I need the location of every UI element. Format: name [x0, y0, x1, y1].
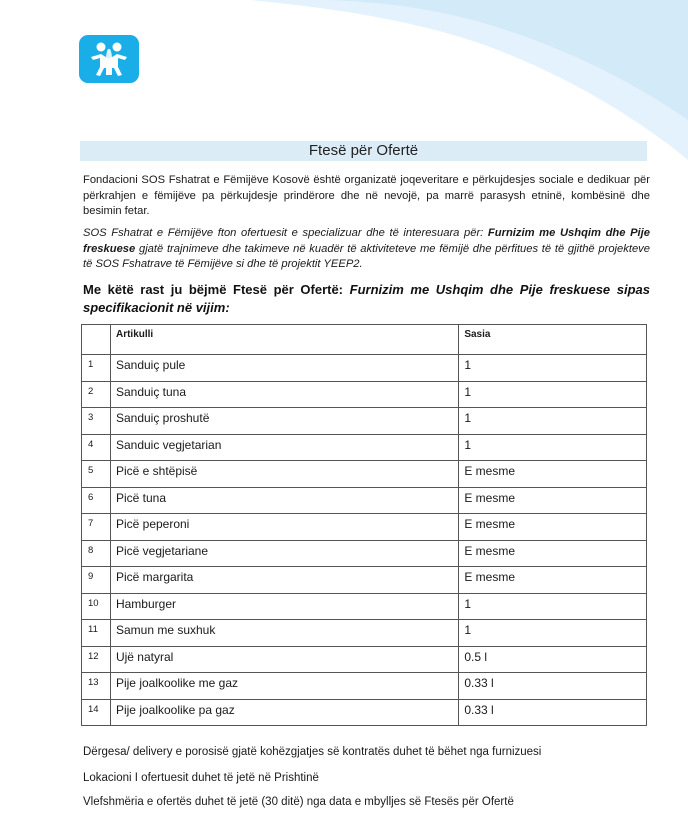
row-number-cell: 8: [82, 540, 111, 567]
table-row: [82, 487, 647, 514]
table-row: [82, 646, 647, 673]
table-row: [82, 434, 647, 461]
row-number-cell: 10: [82, 593, 111, 620]
item-name-cell: Sanduic vegjetarian: [110, 434, 458, 461]
invitation-text-end: gjatë trajnimeve dhe takimeve në kuadër të aktiviteteve me fëmijë dhe përfitues të të gjithë projekteve të SOS Fshatrave të Fëmijëve si dhe të projektit YEEP2.: [83, 242, 650, 270]
item-name-cell: Picë tuna: [110, 487, 458, 514]
table-row: [82, 461, 647, 488]
invitation-paragraph: [83, 226, 650, 273]
validity-note: Vlefshmëria e ofertës duhet të jetë (30 ditë) nga data e mbylljes së Ftesës për Ofertë: [83, 796, 514, 808]
organization-description: Fondacioni SOS Fshatrat e Fëmijëve Kosovë është organizatë joqeveritare e përkujdesjes sociale e dedikuar për përkrahjen e fëmijëve pa përkujdesje prindërore dhe në nevojë, pa marrë parasysh etninë, kombësinë dhe besimin fetar.: [83, 174, 650, 217]
row-number-cell: 1: [82, 355, 111, 382]
offer-intro: [83, 281, 650, 317]
quantity-cell: 1: [459, 381, 647, 408]
title-bar: [80, 141, 647, 161]
quantity-cell: 1: [459, 355, 647, 382]
specification-table: [81, 324, 647, 726]
invitation-text-start: SOS Fshatrat e Fëmijëve fton ofertuesit e specializuar dhe të interesuara për:: [83, 227, 488, 239]
offer-intro-specification: Furnizim me Ushqim dhe Pije freskuese sipas specifikacionit në vijim:: [83, 282, 651, 315]
quantity-cell: 1: [459, 620, 647, 647]
item-name-cell: Samun me suxhuk: [110, 620, 458, 647]
table-row: [82, 514, 647, 541]
item-name-cell: Hamburger: [110, 593, 458, 620]
item-name-cell: Sanduiç tuna: [110, 381, 458, 408]
table-row: [82, 620, 647, 647]
quantity-cell: E mesme: [459, 567, 647, 594]
table-row: [82, 673, 647, 700]
table-row: [82, 381, 647, 408]
row-number-cell: 6: [82, 487, 111, 514]
row-number-cell: 9: [82, 567, 111, 594]
quantity-cell: 1: [459, 408, 647, 435]
item-name-cell: Picë vegjetariane: [110, 540, 458, 567]
quantity-cell: E mesme: [459, 540, 647, 567]
row-number-cell: 3: [82, 408, 111, 435]
document-title: Ftesë për Ofertë: [308, 142, 419, 159]
column-header-item: Artikulli: [110, 325, 458, 355]
item-name-cell: Picë margarita: [110, 567, 458, 594]
quantity-cell: 0.5 l: [459, 646, 647, 673]
row-number-cell: 13: [82, 673, 111, 700]
location-note: Lokacioni I ofertuesit duhet të jetë në Prishtinë: [83, 772, 319, 784]
item-name-cell: Pije joalkoolike me gaz: [110, 673, 458, 700]
item-name-cell: Ujë natyral: [110, 646, 458, 673]
table-row: [82, 408, 647, 435]
quantity-cell: 0.33 l: [459, 699, 647, 726]
quantity-cell: E mesme: [459, 487, 647, 514]
table-header-row: [82, 325, 647, 355]
row-number-cell: 14: [82, 699, 111, 726]
quantity-cell: E mesme: [459, 514, 647, 541]
invitation-subject: Furnizim me Ushqim dhe Pije freskuese: [83, 227, 650, 255]
column-header-number: [82, 325, 111, 355]
item-name-cell: Sanduiç pule: [110, 355, 458, 382]
table-row: [82, 699, 647, 726]
row-number-cell: 11: [82, 620, 111, 647]
quantity-cell: 1: [459, 593, 647, 620]
quantity-cell: E mesme: [459, 461, 647, 488]
row-number-cell: 7: [82, 514, 111, 541]
table-row: [82, 355, 647, 382]
table-row: [82, 540, 647, 567]
item-name-cell: Pije joalkoolike pa gaz: [110, 699, 458, 726]
quantity-cell: 0.33 l: [459, 673, 647, 700]
offer-intro-start: Me këtë rast ju bëjmë Ftesë për Ofertë:: [83, 282, 350, 297]
column-header-quantity: Sasia: [459, 325, 647, 355]
sos-childrens-villages-logo-icon: [79, 35, 139, 83]
row-number-cell: 12: [82, 646, 111, 673]
row-number-cell: 5: [82, 461, 111, 488]
delivery-note: Dërgesa/ delivery e porosisë gjatë kohëzgjatjes së kontratës duhet të bëhet nga furnizuesi: [83, 746, 542, 758]
row-number-cell: 4: [82, 434, 111, 461]
item-name-cell: Sanduiç proshutë: [110, 408, 458, 435]
table-row: [82, 593, 647, 620]
item-name-cell: Picë peperoni: [110, 514, 458, 541]
item-name-cell: Picë e shtëpisë: [110, 461, 458, 488]
table-row: [82, 567, 647, 594]
row-number-cell: 2: [82, 381, 111, 408]
quantity-cell: 1: [459, 434, 647, 461]
